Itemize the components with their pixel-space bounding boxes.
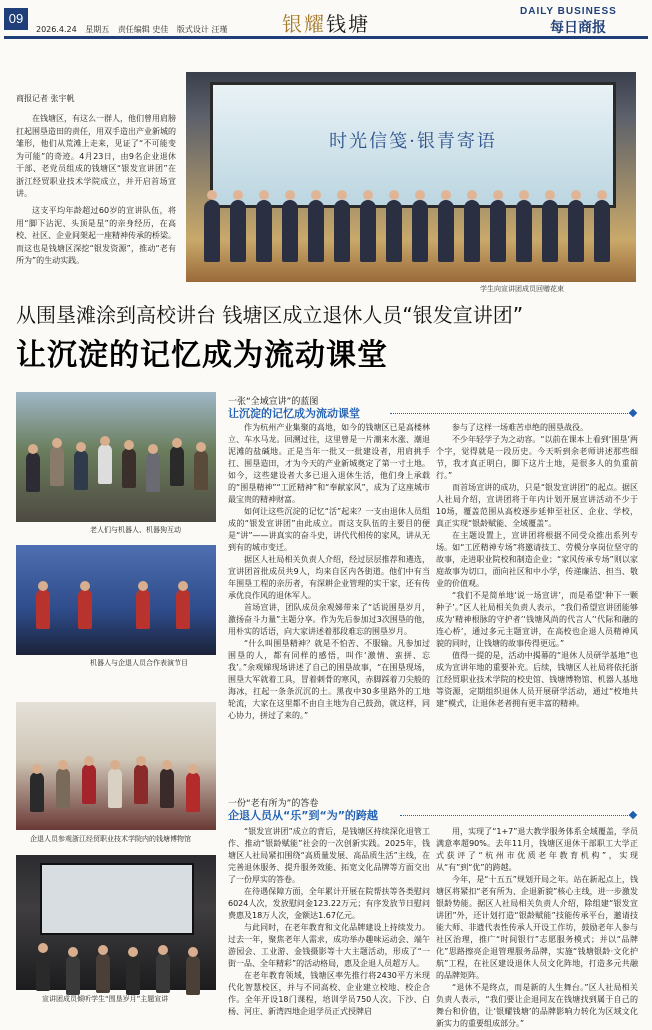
person-figure bbox=[36, 951, 50, 991]
section2-column-b bbox=[436, 826, 638, 1028]
person-figure bbox=[464, 200, 480, 262]
stage-screen bbox=[210, 82, 616, 208]
person-figure bbox=[134, 764, 148, 804]
person-figure bbox=[412, 200, 428, 262]
column-logo bbox=[282, 8, 370, 37]
person-figure bbox=[186, 772, 200, 812]
person-figure bbox=[282, 200, 298, 262]
issue-weekday: 星期五 bbox=[85, 25, 110, 34]
person-figure bbox=[490, 200, 506, 262]
body-paragraph: 值得一提的是，活动中揭幕的“退休人员研学基地”也成为宣讲年地的重要补充。后续，钱塘区人社局将依托浙江经贸职业技术学院的校史馆、钱塘博物馆、机器人基地等资源，定期组织退休人员开展研学活动，通过“校地共建”模式，让退休老者拥有更丰富的精神。 bbox=[436, 651, 638, 708]
photo-caption-2: 机器人与企退人员合作表演节目 bbox=[90, 659, 188, 667]
hero-caption: 学生向宣讲团成员回赠花束 bbox=[480, 285, 564, 293]
headline-kicker: 从围垦滩涂到高校讲台 钱塘区成立退休人员“银发宣讲团” bbox=[16, 303, 524, 327]
person-figure bbox=[30, 772, 44, 812]
photo-caption-1: 老人们与机器人、机器狗互动 bbox=[90, 526, 181, 534]
person-figure bbox=[122, 448, 136, 488]
section2-rule bbox=[400, 815, 636, 816]
masthead-en: DAILY BUSINESS bbox=[520, 6, 617, 17]
body-paragraph: 在老年教育领域，钱塘区率先推行将2430平方米现代化智慧校区，并与不同高校、企业建立校地、校企合作。全年开设18门课程，培训学员750人次。下沙、白杨、河庄、新湾四地企退学员正式授牌启 bbox=[228, 971, 430, 1016]
person-figure bbox=[126, 955, 140, 995]
body-paragraph: 据区人社局相关负责人介绍，经过层层推荐和遴选，宣讲团首批成员共9人，均来自区内各街道。他们中有当年围垦工程的亲历者，有深耕企业管理的实干家，还有传承优良作风的退休军人。 bbox=[228, 555, 430, 600]
body-paragraph: 如何让这些沉淀的记忆“活”起来？一支由退休人员组成的“银发宣讲团”由此成立。而这支队伍的主要目的便是“讲”——讲真实的奋斗史，讲代代相传的家风，讲从无到有的城市变迁。 bbox=[228, 507, 430, 552]
photo-student-lecture bbox=[16, 855, 216, 990]
body-paragraph: 在主题设置上，宣讲团将根据不同受众推出系列专场。如“工匠精神专场”将邀请技工、劳模分享岗位坚守的故事，走进职业院校和制造企业；“家风传承专场”则以家庭故事为切口，面向社区和中小学，传递廉洁、担当、敬业的价值观。 bbox=[436, 531, 638, 588]
person-figure bbox=[98, 444, 112, 484]
person-figure bbox=[108, 768, 122, 808]
body-paragraph: 今年，是“十五五”规划开局之年。站在新起点上，钱塘区将紧扣“老有所为、企退新貌”核心主线，进一步激发银龄势能。据区人社局相关负责人介绍，除组建“银发宣讲团”外，还计划打造“银龄赋能”技能传承平台，邀请技能大师、非遗代表性传承人开设工作坊，鼓励老年人参与社区治理，推广“时间银行”志愿服务模式；并以“品牌化”思路擦亮企退管理服务品牌，实施“钱塘银龄·文化护航”工程，在社区建设退休人员文化阵地，打造多元共融的品牌矩阵。 bbox=[436, 875, 638, 980]
lecture-screen bbox=[40, 863, 194, 935]
person-figure bbox=[74, 450, 88, 490]
person-figure bbox=[96, 953, 110, 993]
stage-screen-text: 时光信笺·银青寄语 bbox=[329, 131, 497, 152]
photo-robot-interaction bbox=[16, 392, 216, 522]
person-figure bbox=[36, 589, 50, 629]
person-figure bbox=[438, 200, 454, 262]
body-paragraph: 作为杭州产业集聚的高地，如今的钱塘区已是高楼林立、车水马龙。回溯过往，这里曾是一片潮来水涨、潮退泥滩的盐碱地。正是当年一批又一批建设者，用肩挑手扛、围垦造田，才为今天的产业新城奠定了第一寸土地。如今，这些建设者大多已退入退休生活，他们身上承载的“围垦精神”“工匠精神”和“奉献家风”，成为了这座城市最宝贵的精神财富。 bbox=[228, 423, 430, 504]
section1-rule bbox=[390, 413, 636, 414]
body-paragraph: “银发宣讲团”成立的背后，是钱塘区持续深化退管工作、推动“银龄赋能”社会的一次创新实践。2025年，钱塘区人社局紧扣围绕“高质量发展、高品质生活”主线，在完善退休服务、提升服务效能、拓宽文化品牌等方面交出了一份厚实的答卷。 bbox=[228, 827, 430, 884]
section2-heading: 企退人员从“乐”到“为”的跨越 bbox=[228, 809, 378, 822]
section1-heading: 让沉淀的记忆成为流动课堂 bbox=[228, 407, 360, 420]
person-figure bbox=[146, 452, 160, 492]
column-logo-a: 银耀 bbox=[282, 12, 326, 36]
person-figure bbox=[176, 589, 190, 629]
person-figure bbox=[204, 200, 220, 262]
person-figure bbox=[308, 200, 324, 262]
person-figure bbox=[82, 764, 96, 804]
person-figure bbox=[194, 450, 208, 490]
person-figure bbox=[136, 589, 150, 629]
section2-kicker: 一份“老有所为”的答卷 bbox=[228, 799, 319, 809]
body-paragraph: 不少年轻学子为之动容。“以前在课本上看到‘围垦’两个字，觉得就是一段历史。今天听到余老师讲述那些细节，我才真正明白，脚下这片土地，是很多人的负重前行。” bbox=[436, 435, 638, 480]
person-figure bbox=[66, 955, 80, 995]
body-paragraph: “退休不是终点，而是新的人生舞台。”区人社局相关负责人表示，“我们要让企退同友在钱塘找到属于自己的舞台和价值，让‘银耀钱塘’的品牌影响力转化为区域文化新实力的重要组成部分。” bbox=[436, 983, 638, 1028]
person-figure bbox=[56, 768, 70, 808]
photo-robot-performance bbox=[16, 545, 216, 655]
person-figure bbox=[156, 953, 170, 993]
lede-paragraph-2: 这支平均年龄超过60岁的宣讲队伍，将用“脚下沾泥、头顶是星”的亲身经历，在高校、社区、企业间架起一座精神传承的桥梁。而这也是钱塘区深挖“银发资源”，推动“老有所为”的生动实践。 bbox=[16, 206, 176, 265]
page-number: 09 bbox=[4, 8, 28, 30]
person-figure bbox=[160, 768, 174, 808]
body-paragraph: 而首场宣讲的成功，只是“银发宣讲团”的起点。据区人社局介绍，宣讲团将于年内计划开展宣讲活动不少于10场，覆盖范围从高校逐步延伸至社区、企业、学校，真正实现“银龄赋能、全域覆盖”。 bbox=[436, 483, 638, 528]
body-paragraph: “什么叫围垦精神？就是不怕苦、不服输。凡参加过围垦的人，都有同样的感悟，叫作‘激情、蛮拼、忘我’。”余观娣现场讲述了自己的围垦故事，“在围垦现场，围垦大军就着工具，冒着刺骨的寒风，赤脚踩着刀尖般的海冰，扛起一条条沉沉的土。黑夜中30多里路外的工地轮流，大家在这里都不由自主地为自己鼓劲，就这样，同心协力，拼过了来的。” bbox=[228, 639, 430, 720]
person-figure bbox=[256, 200, 272, 262]
body-paragraph: 参与了这样一场难苦卓绝的围垦战役。 bbox=[452, 423, 588, 432]
section1-column-a bbox=[228, 422, 430, 786]
photo-caption-4: 宣讲团成员倾听学生“围垦岁月”主题宣讲 bbox=[42, 995, 169, 1003]
person-figure bbox=[360, 200, 376, 262]
headline-title: 让沉淀的记忆成为流动课堂 bbox=[16, 338, 388, 373]
body-paragraph: 在待遇保障方面，全年累计开展在院帮扶等各类慰问6024人次，发放慰问金123.22万元；有序发放节日慰问费惠及18万人次，金额达1.67亿元。 bbox=[228, 887, 430, 920]
person-figure bbox=[516, 200, 532, 262]
person-figure bbox=[230, 200, 246, 262]
designer-credit: 版式设计 汪瑾 bbox=[176, 25, 228, 34]
reporter-byline: 商报记者 张宇帆 bbox=[16, 94, 75, 103]
masthead-cn: 每日商报 bbox=[550, 20, 606, 36]
person-figure bbox=[170, 446, 184, 486]
body-paragraph: 与此同时，在老年教育和文化品牌建设上持续发力。过去一年，聚焦老年人需求，成功举办趣味运动会、端午游园会、工业游、金钱摄影等十大主题活动，形成了“一街一品、全年精彩”的活动格局，惠及企退人员超万人。 bbox=[228, 923, 430, 968]
editor-credit: 责任编辑 史佳 bbox=[117, 25, 169, 34]
person-figure bbox=[186, 955, 200, 995]
header-rule bbox=[4, 36, 648, 39]
body-paragraph: 用，实现了“1+7”退大教学服务体系全域覆盖，学员满意率超90%。去年11月，钱塘区退休干部职工大学正式获评了“杭州市优质老年教育机构”，实现从“有”到“优”的跨越。 bbox=[436, 827, 638, 872]
photo-museum-visit bbox=[16, 702, 216, 830]
column-logo-b: 钱塘 bbox=[326, 12, 370, 36]
section1-kicker: 一张“全域宣讲”的蓝图 bbox=[228, 397, 319, 407]
person-figure bbox=[542, 200, 558, 262]
section1-column-b bbox=[436, 422, 638, 786]
issue-date: 2026.4.24 bbox=[36, 25, 77, 34]
body-paragraph: “我们不是简单地‘说一场宣讲’，而是希望‘种下一颗种子’。”区人社局相关负责人表示，“我们希望宣讲团能够成为‘精神根脉的守护者’‘钱塘风尚的代言人’‘代际和融的连心桥’，通过多元主题宣讲，在高校也企退人员精神风貌的同时，让钱塘的故事传得更远。” bbox=[436, 591, 638, 648]
person-figure bbox=[568, 200, 584, 262]
person-figure bbox=[78, 589, 92, 629]
person-figure bbox=[594, 200, 610, 262]
person-figure bbox=[334, 200, 350, 262]
hero-photo bbox=[186, 72, 636, 282]
person-figure bbox=[386, 200, 402, 262]
lede-paragraph-1: 在钱塘区，有这么一群人，他们曾用肩膀扛起围垦造田的责任，用双手造出产业新城的雏形，他们从荒滩上走来，见证了“不可能变为可能”的奇迹。4月23日，由9名企业退休干部、老党员组成的钱塘区“银发宣讲团”在浙江经贸职业技术学院成立，并开启首场宣讲。 bbox=[16, 114, 176, 198]
header-meta bbox=[36, 24, 233, 35]
photo-caption-3: 企退人员参观浙江经贸职业技术学院内的钱塘博物馆 bbox=[30, 835, 191, 843]
person-figure bbox=[26, 452, 40, 492]
person-figure bbox=[50, 446, 64, 486]
body-paragraph: 首场宣讲，团队成员余观娣带来了“话说围垦岁月，激扬奋斗力量”主题分享。作为先后参加过3次围垦的他，用朴实的话语，向大家讲述着那段难忘的围垦岁月。 bbox=[228, 603, 430, 636]
section2-column-a bbox=[228, 826, 430, 1018]
